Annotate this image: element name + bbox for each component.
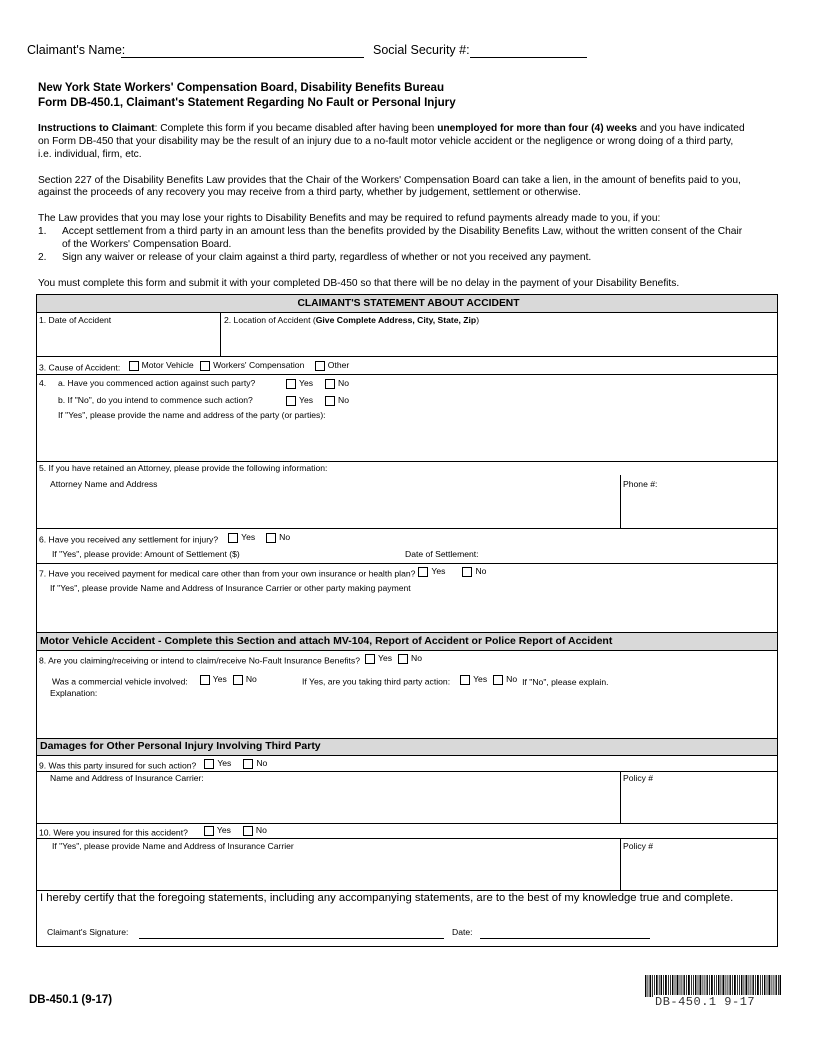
claimant-name-label: Claimant's Name: <box>27 43 126 57</box>
q6-amount-label: If "Yes", please provide: Amount of Settlement ($) <box>52 549 240 559</box>
q4a-yes-checkbox[interactable] <box>286 379 296 389</box>
instructions-text-a: : Complete this form if you became disabled after having been <box>154 123 438 134</box>
q8-yes-checkbox[interactable] <box>365 654 375 664</box>
q8-question: 8. Are you claiming/receiving or intend to claim/receive No-Fault Insurance Benefits? <box>39 655 360 666</box>
instructions-line-3: i.e. individual, firm, etc. <box>38 149 142 160</box>
q8-third-party-yes-checkbox[interactable] <box>460 675 470 685</box>
signature-label: Claimant's Signature: <box>47 927 129 937</box>
q5-phone-input[interactable] <box>623 491 773 525</box>
q6-yes-checkbox[interactable] <box>228 533 238 543</box>
q4a-options: Yes No <box>284 378 349 392</box>
instructions-bold: unemployed for more than four (4) weeks <box>437 123 638 134</box>
q4b-yes-checkbox[interactable] <box>286 396 296 406</box>
q7-row: 7. Have you received payment for medical care other than from your own insurance or health plan? Yes No <box>39 566 487 579</box>
law-item-1-line-1: Accept settlement from a third party in an amount less than the benefits provided by the Disability Benefits Law, without the written consent of the Chair <box>62 226 743 237</box>
section-motor-vehicle: Motor Vehicle Accident - Complete this Section and attach MV-104, Report of Accident or Police Report of Accident <box>37 633 777 650</box>
law-item-1-line-2: of the Workers' Compensation Board. <box>62 239 232 250</box>
instructions-line-1 <box>38 123 780 135</box>
q3-workers-comp-checkbox[interactable] <box>200 361 210 371</box>
q5-attorney-input[interactable] <box>50 491 615 525</box>
q8-third-party-label: If Yes, are you taking third party action: <box>302 676 451 687</box>
q9-carrier-input[interactable] <box>50 785 615 819</box>
q6-question: 6. Have you received any settlement for injury? <box>39 534 219 545</box>
q9-carrier-label: Name and Address of Insurance Carrier: <box>50 773 204 783</box>
q8-third-party-row: If Yes, are you taking third party action: Yes No If "No", please explain. <box>302 674 609 687</box>
form-id: DB-450.1 (9-17) <box>29 994 113 1006</box>
ssn-field[interactable] <box>470 57 587 58</box>
q4a-question: a. Have you commenced action against such party? <box>58 378 256 388</box>
q3-other-label: Other <box>327 360 350 370</box>
q9-no-checkbox[interactable] <box>243 759 253 769</box>
q6-row: 6. Have you received any settlement for injury? Yes No <box>39 532 291 545</box>
q4b-options: Yes No <box>284 395 349 409</box>
q4-party-input[interactable] <box>58 423 768 459</box>
q8-explanation-input[interactable] <box>50 700 770 736</box>
barcode <box>645 975 781 1009</box>
date-label: Date: <box>452 927 473 937</box>
q3-cause-row <box>39 360 349 374</box>
law-item-2-line-1: Sign any waiver or release of your claim against a third party, regardless of whether or not you received any payment. <box>62 252 592 263</box>
instructions-line-2: on Form DB-450 that your disability may be the result of an injury due to a no-fault motor vehicle accident or the negligence or wrong doing of a third party, <box>38 136 734 147</box>
q5-attorney-label: 5. If you have retained an Attorney, please provide the following information: <box>39 463 328 473</box>
q7-sub-label: If "Yes", please provide Name and Address of Insurance Carrier or other party making payment <box>50 583 411 593</box>
q5-phone-label: Phone #: <box>623 479 658 489</box>
title-line-1: New York State Workers' Compensation Board, Disability Benefits Bureau <box>38 81 445 94</box>
law-item-2-number: 2. <box>38 252 47 263</box>
q3-cause-label: 3. Cause of Accident: <box>39 362 121 373</box>
q10-yes-checkbox[interactable] <box>204 826 214 836</box>
q10-question: 10. Were you insured for this accident? <box>39 827 188 838</box>
barcode-bars-icon <box>645 975 781 997</box>
q4a-no-checkbox[interactable] <box>325 379 335 389</box>
section-personal-injury: Damages for Other Personal Injury Involving Third Party <box>37 739 777 755</box>
q10-row: 10. Were you insured for this accident? Yes No <box>39 825 267 838</box>
q2-location-input[interactable] <box>224 327 774 353</box>
q8-explain-if-no: If "No", please explain. <box>522 676 609 687</box>
date-field[interactable] <box>480 938 650 939</box>
q7-yes-checkbox[interactable] <box>418 567 428 577</box>
ssn-label: Social Security #: <box>373 43 470 57</box>
q7-carrier-input[interactable] <box>50 595 770 629</box>
q10-sub-label: If "Yes", please provide Name and Address of Insurance Carrier <box>52 841 294 851</box>
q6-no-checkbox[interactable] <box>266 533 276 543</box>
certification-statement: I hereby certify that the foregoing statements, including any accompanying statements, are to the best of my knowledge true and complete. <box>40 892 734 904</box>
q10-policy-label: Policy # <box>623 841 654 851</box>
q10-carrier-input[interactable] <box>52 853 615 887</box>
q1-date-input[interactable] <box>39 327 217 353</box>
q8-explanation-label: Explanation: <box>50 688 98 698</box>
q1-date-label: 1. Date of Accident <box>39 315 112 325</box>
section227-line-1: Section 227 of the Disability Benefits Law provides that the Chair of the Workers' Compensation Board can take a lien, in the amount of benefits paid to you, <box>38 175 741 186</box>
q3-motor-vehicle-label: Motor Vehicle <box>141 360 194 370</box>
q4-number: 4. <box>39 378 47 388</box>
must-complete-note: You must complete this form and submit it with your completed DB-450 so that there will be no delay in the payment of your Disability Benefits. <box>38 278 680 289</box>
q4c-prompt: If "Yes", please provide the name and address of the party (or parties): <box>58 410 326 420</box>
q4b-no-checkbox[interactable] <box>325 396 335 406</box>
q8-commercial-no-checkbox[interactable] <box>233 675 243 685</box>
q9-row: 9. Was this party insured for such action? Yes No <box>39 758 268 771</box>
q8-no-checkbox[interactable] <box>398 654 408 664</box>
instructions-lead: Instructions to Claimant <box>38 123 155 134</box>
q8-third-party-no-checkbox[interactable] <box>493 675 503 685</box>
q9-policy-input[interactable] <box>623 785 773 819</box>
q8-commercial-label: Was a commercial vehicle involved: <box>52 676 188 687</box>
instructions-text-b: and you have indicated <box>637 123 745 134</box>
law-intro: The Law provides that you may lose your rights to Disability Benefits and may be required to refund payments already made to you, if you: <box>38 213 661 224</box>
accident-statement-form <box>36 294 778 947</box>
q5-attorney-name-label: Attorney Name and Address <box>50 479 158 489</box>
barcode-text: DB-450.1 9-17 <box>655 995 756 1009</box>
section227-line-2: against the proceeds of any recovery you may receive from a third party, whether by judgement, settlement or otherwise. <box>38 187 581 198</box>
q3-workers-comp-label: Workers' Compensation <box>213 360 305 370</box>
q4b-question: b. If "No", do you intend to commence such action? <box>58 395 253 405</box>
q2-location-label: 2. Location of Accident (Give Complete Address, City, State, Zip) <box>224 315 480 325</box>
q6-date-label: Date of Settlement: <box>405 549 479 559</box>
section-claimant-statement: CLAIMANT'S STATEMENT ABOUT ACCIDENT <box>37 295 777 313</box>
signature-field[interactable] <box>139 938 444 939</box>
q7-no-checkbox[interactable] <box>462 567 472 577</box>
q3-other-checkbox[interactable] <box>315 361 325 371</box>
q3-motor-vehicle-checkbox[interactable] <box>129 361 139 371</box>
q8-commercial-row: Was a commercial vehicle involved: Yes No <box>52 674 257 687</box>
q8-row: 8. Are you claiming/receiving or intend to claim/receive No-Fault Insurance Benefits? Yes No <box>39 653 423 666</box>
title-line-2: Form DB-450.1, Claimant's Statement Regarding No Fault or Personal Injury <box>38 96 456 109</box>
q9-yes-checkbox[interactable] <box>204 759 214 769</box>
q9-policy-label: Policy # <box>623 773 654 783</box>
q8-commercial-yes-checkbox[interactable] <box>200 675 210 685</box>
q7-question: 7. Have you received payment for medical care other than from your own insurance or health plan? <box>39 568 416 579</box>
law-item-1-number: 1. <box>38 226 47 237</box>
q10-no-checkbox[interactable] <box>243 826 253 836</box>
q10-policy-input[interactable] <box>623 853 773 887</box>
claimant-name-field[interactable] <box>121 57 364 58</box>
q9-question: 9. Was this party insured for such action? <box>39 760 197 771</box>
